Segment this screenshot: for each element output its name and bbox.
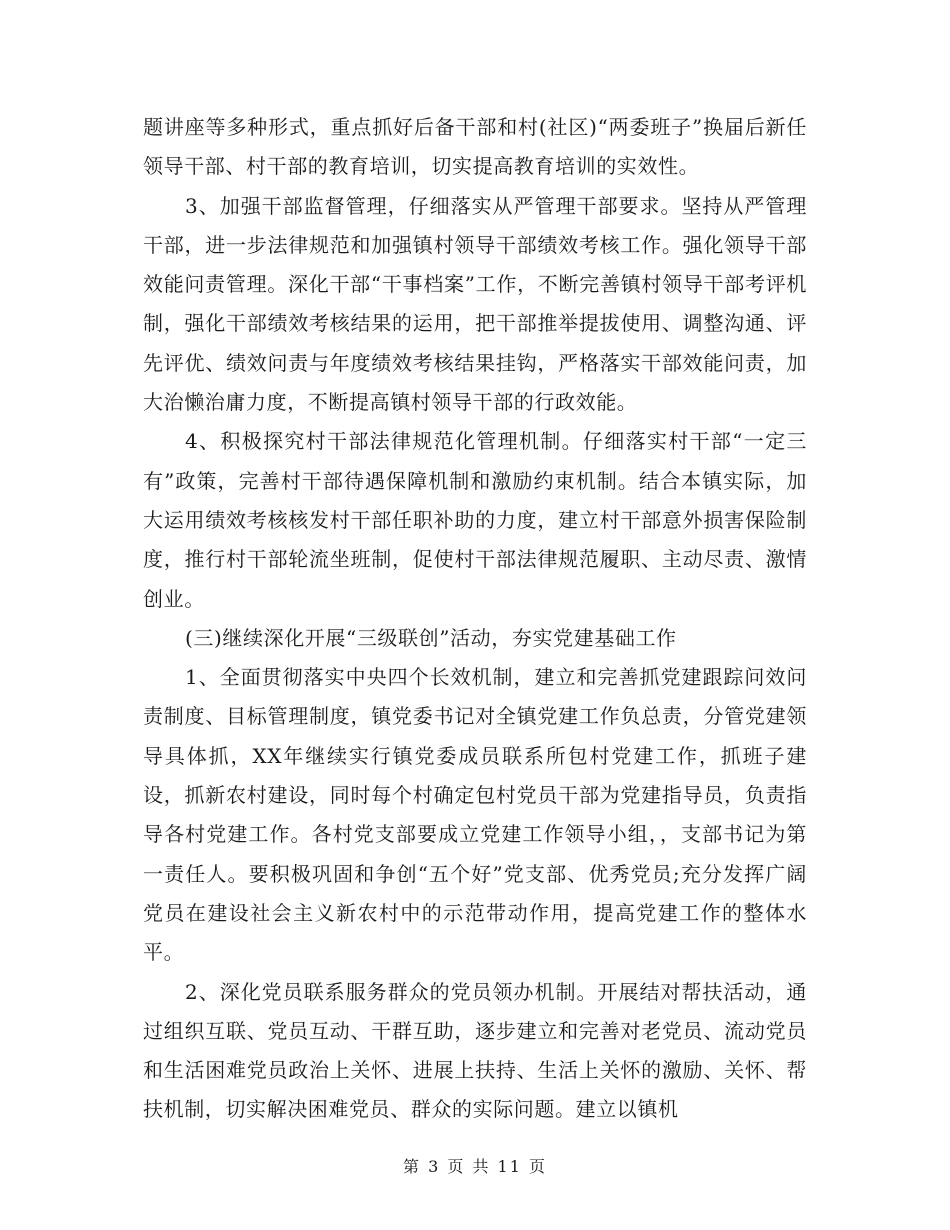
- paragraph-item-4: 4、积极探究村干部法律规范化管理机制。仔细落实村干部“一定三有”政策，完善村干部待遇保障机制和激励约束机制。结合本镇实际，加大运用绩效考核核发村干部任职补助的力度，建立村干部意外损害保险制度，推行村干部轮流坐班制，促使村干部法律规范履职、主动尽责、激情创业。: [143, 429, 807, 611]
- paragraph-continuation: 题讲座等多种形式，重点抓好后备干部和村(社区)“两委班子”换届后新任领导干部、村干部的教育培训，切实提高教育培训的实效性。: [143, 115, 807, 179]
- document-body: [143, 108, 807, 1130]
- paragraph-item-1: 1、全面贯彻落实中央四个长效机制，建立和完善抓党建跟踪问效问责制度、目标管理制度，镇党委书记对全镇党建工作负总责，分管党建领导具体抓，XX年继续实行镇党委成员联系所包村党建工作，抓班子建设，抓新农村建设，同时每个村确定包村党员干部为党建指导员，负责指导各村党建工作。各村党支部要成立党建工作领导小组，，支部书记为第一责任人。要积极巩固和争创“五个好”党支部、优秀党员;充分发挥广阔党员在建设社会主义新农村中的示范带动作用，提高党建工作的整体水平。: [143, 665, 807, 965]
- paragraph-item-3: 3、加强干部监督管理，仔细落实从严管理干部要求。坚持从严管理干部，进一步法律规范和加强镇村领导干部绩效考核工作。强化领导干部效能问责管理。深化干部“干事档案”工作，不断完善镇村领导干部考评机制，强化干部绩效考核结果的运用，把干部推举提拔使用、调整沟通、评先评优、绩效问责与年度绩效考核结果挂钩，严格落实干部效能问责，加大治懒治庸力度，不断提高镇村领导干部的行政效能。: [143, 193, 807, 415]
- section-heading: (三)继续深化开展“三级联创”活动，夯实党建基础工作: [185, 625, 677, 650]
- page-number-footer: 第 3 页 共 11 页: [403, 1157, 547, 1176]
- paragraph-item-2: 2、深化党员联系服务群众的党员领办机制。开展结对帮扶活动，通过组织互联、党员互动、干群互助，逐步建立和完善对老党员、流动党员和生活困难党员政治上关怀、进展上扶持、生活上关怀的激励、关怀、帮扶机制，切实解决困难党员、群众的实际问题。建立以镇机: [143, 979, 807, 1122]
